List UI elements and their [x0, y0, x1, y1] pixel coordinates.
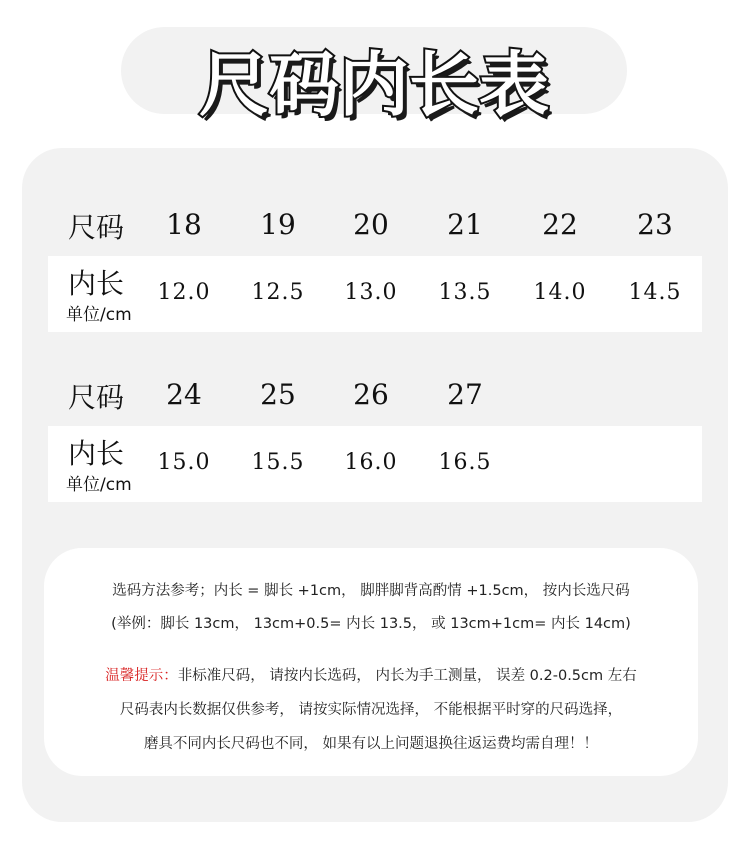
length-row-2: [48, 426, 702, 502]
length-cell: 16.5: [438, 450, 492, 475]
size-row-2: [48, 370, 702, 422]
length-cell: 12.0: [157, 280, 211, 305]
size-cell: 18: [166, 208, 202, 241]
length-cell: 15.0: [157, 450, 211, 475]
size-cell: 27: [447, 378, 483, 411]
size-row-label: 尺码: [68, 211, 125, 244]
reference-note: 尺码表内长数据仅供参考， 请按实际情况选择， 不能根据平时穿的尺码选择，: [119, 702, 623, 718]
return-policy-note: 磨具不同内长尺码也不同， 如果有以上问题退换往返运费均需自理！！: [143, 736, 599, 752]
example-note: (举例：脚长 13cm， 13cm+0.5= 内长 13.5， 或 13cm+1cm= 内长 14cm): [111, 616, 631, 632]
warm-tip-line: [44, 664, 698, 685]
size-cell: 20: [353, 208, 389, 241]
size-cell: 19: [260, 208, 296, 241]
size-cell: 22: [542, 208, 578, 241]
warm-tip-text: 非标准尺码， 请按内长选码， 内长为手工测量， 误差 0.2-0.5cm 左右: [177, 668, 637, 684]
length-row-1: [48, 256, 702, 332]
size-row-1: [48, 200, 702, 252]
size-cell: 25: [260, 378, 296, 411]
length-cell: 15.5: [251, 450, 305, 475]
size-row-label: 尺码: [68, 381, 125, 414]
size-cell: 23: [637, 208, 673, 241]
length-cell: 13.0: [344, 280, 398, 305]
length-cell: 16.0: [344, 450, 398, 475]
notes-box: [44, 548, 698, 776]
warm-tip-label: 温馨提示：: [105, 668, 178, 684]
size-cell: 24: [166, 378, 202, 411]
length-row-label: 内长: [68, 267, 125, 300]
title-banner: [121, 27, 627, 126]
page-title: 尺码内长表: [199, 44, 549, 126]
unit-label: 单位/cm: [66, 305, 132, 325]
length-cell: 14.0: [533, 280, 587, 305]
unit-label: 单位/cm: [66, 475, 132, 495]
length-cell: 13.5: [438, 280, 492, 305]
length-cell: 12.5: [251, 280, 305, 305]
length-row-label: 内长: [68, 437, 125, 470]
size-cell: 26: [353, 378, 389, 411]
size-cell: 21: [447, 208, 483, 241]
length-cell: 14.5: [628, 280, 682, 305]
selection-method-note: 选码方法参考；内长 = 脚长 +1cm， 脚胖脚背高酌情 +1.5cm， 按内长选尺码: [112, 583, 630, 599]
